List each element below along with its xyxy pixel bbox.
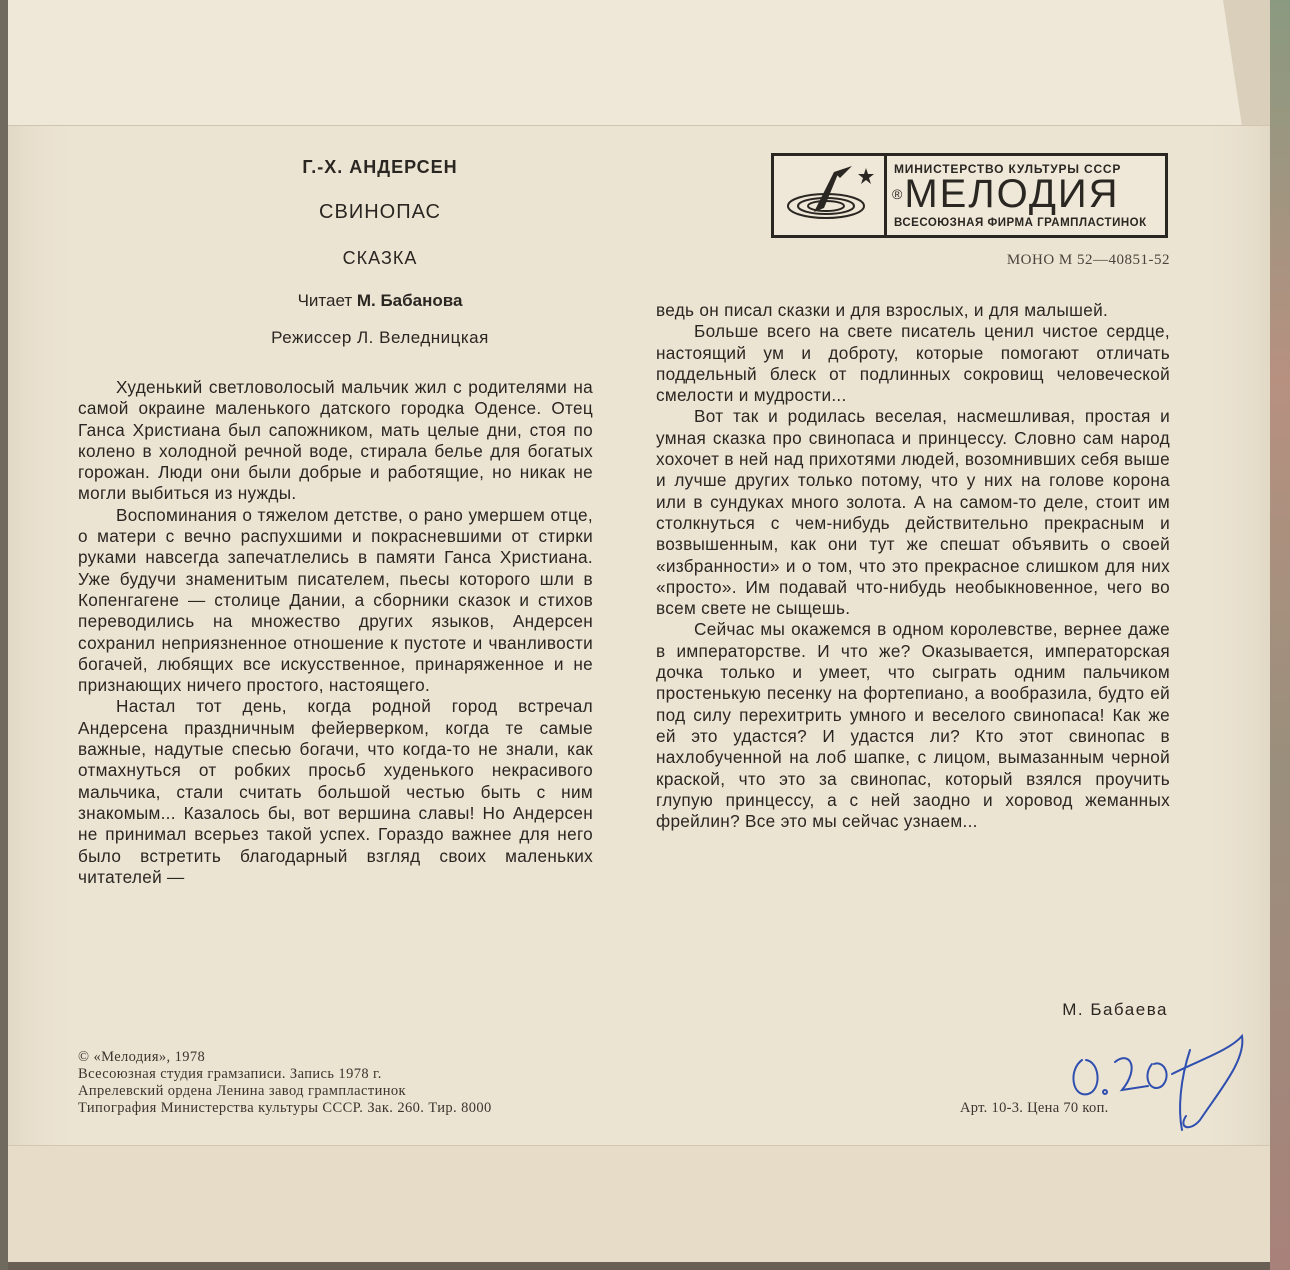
imprint (78, 1049, 492, 1117)
right-text-column (656, 300, 1170, 832)
paragraph: Худенький светловолосый мальчик жил с родителями на самой окраине маленького датского городка Оденсе. Отец Ганса Христиана был сапожником, мать целые дни, стоя по колено в холодной речной воде, стирала белье для богатых горожан. Люди они были добрые и работящие, но никак не могли выбиться из нужды. (78, 377, 593, 504)
logo-firm: ВСЕСОЮЗНАЯ ФИРМА ГРАМПЛАСТИНОК (894, 217, 1147, 229)
left-text-column (78, 377, 593, 888)
reader-prefix: Читает (297, 291, 353, 310)
essay-author: М. Бабаева (1062, 1000, 1168, 1019)
top-flap (8, 0, 1270, 126)
sleeve-edge-artwork (1268, 0, 1290, 1270)
genre: СКАЗКА (342, 248, 418, 268)
logo-brand-name: МЕЛОДИЯ (904, 172, 1120, 216)
logo-brand (892, 174, 1120, 214)
director-credit: Режиссер Л. Веледницкая (271, 328, 489, 347)
price-label: Арт. 10-3. Цена 70 коп. (960, 1100, 1109, 1116)
catalog-number: МОНО М 52—40851-52 (1006, 252, 1170, 268)
melodiya-emblem-icon (774, 156, 887, 235)
paragraph: ведь он писал сказки и для взрослых, и для малышей. (656, 300, 1109, 320)
imprint-line: Типография Министерства культуры СССР. Зак. 260. Тир. 8000 (78, 1100, 492, 1116)
imprint-line: Апрелевский ордена Ленина завод грампластинок (78, 1083, 407, 1099)
paragraph: Настал тот день, когда родной город встречал Андерсена праздничным фейерверком, когда те самые важные, надутые спесью богачи, что когда-то не знали, как отмахнуться от робких просьб худенького некрасивого мальчика, стали считать большой честью быть с ним знакомым... Казалось бы, вот вершина славы! Но Андерсен не принимал всерьез такой успех. Гораздо важнее для него было встретить благодарный взгляд своих маленьких читателей — (78, 696, 593, 887)
title: СВИНОПАС (319, 201, 441, 223)
paragraph: Сейчас мы окажемся в одном королевстве, вернее даже в императорстве. И что же? Оказывается, императорская дочка только и умеет, что сыграть одним пальчиком простенькую песенку на фортепиано, а вообразила, будто ей под силу перехитрить умного и веселого свинопаса! Как же ей это удастся? И удастся ли? Кто этот свинопас в нахлобученной на лоб шапке, с лицом, вымазанным черной краской, что это за свинопас, который взялся проучить глупую принцессу, а с ней заодно и хоровод жеманных фрейлин? Все это мы сейчас узнаем... (656, 619, 1170, 832)
paragraph: Воспоминания о тяжелом детстве, о рано умершем отце, о матери с вечно распухшими и покрасневшими от стирки руками навсегда запечатлелись в памяти Ганса Христиана. Уже будучи знаменитым писателем, пьесы которого шли в Копенгагене — столице Дании, а сборники сказок и стихов переводились на множество других языков, Андерсен сохранил неприязненное отношение к пустоте и чванливости богачей, любящих все искусственное, принаряженное и не признающих ничего простого, настоящего. (78, 504, 593, 696)
reader-credit (150, 291, 610, 311)
imprint-line: Всесоюзная студия грамзаписи. Запись 1978 г. (78, 1066, 382, 1082)
paragraph: Вот так и родилась веселая, насмешливая, простая и умная сказка про свинопаса и принцессу. Словно сам народ хохочет в ней над прихотями людей, возомнивших себя выше и лучше других только потому, что у них на голове корона или в сундуках много золота. А на самом-то деле, стоит им столкнуться с чем-нибудь действительно прекрасным и возвышенным, как они тут же спешат объявить о своей «избранности» и о том, что это прекрасное слишком для них «просто». Им подавай что-нибудь необыкновенное, чего во всем свете не сыщешь. (656, 406, 1170, 619)
paragraph: Больше всего на свете писатель ценил чистое сердце, настоящий ум и доброту, которые помогают отличать поддельный блеск от подлинных сокровищ человеческой смелости и мудрости... (656, 321, 1170, 406)
author: Г.-Х. АНДЕРСЕН (302, 157, 458, 177)
bottom-edge (8, 1262, 1270, 1270)
handwritten-pen-mark-icon (1060, 1020, 1260, 1150)
logo-registered: ® (892, 186, 905, 202)
reader-name: М. Бабанова (356, 291, 463, 310)
bottom-flap (8, 1145, 1270, 1263)
melodiya-logo (771, 153, 1168, 238)
logo-ministry: МИНИСТЕРСТВО КУЛЬТУРЫ СССР (894, 162, 1122, 176)
imprint-line: © «Мелодия», 1978 (78, 1049, 206, 1065)
